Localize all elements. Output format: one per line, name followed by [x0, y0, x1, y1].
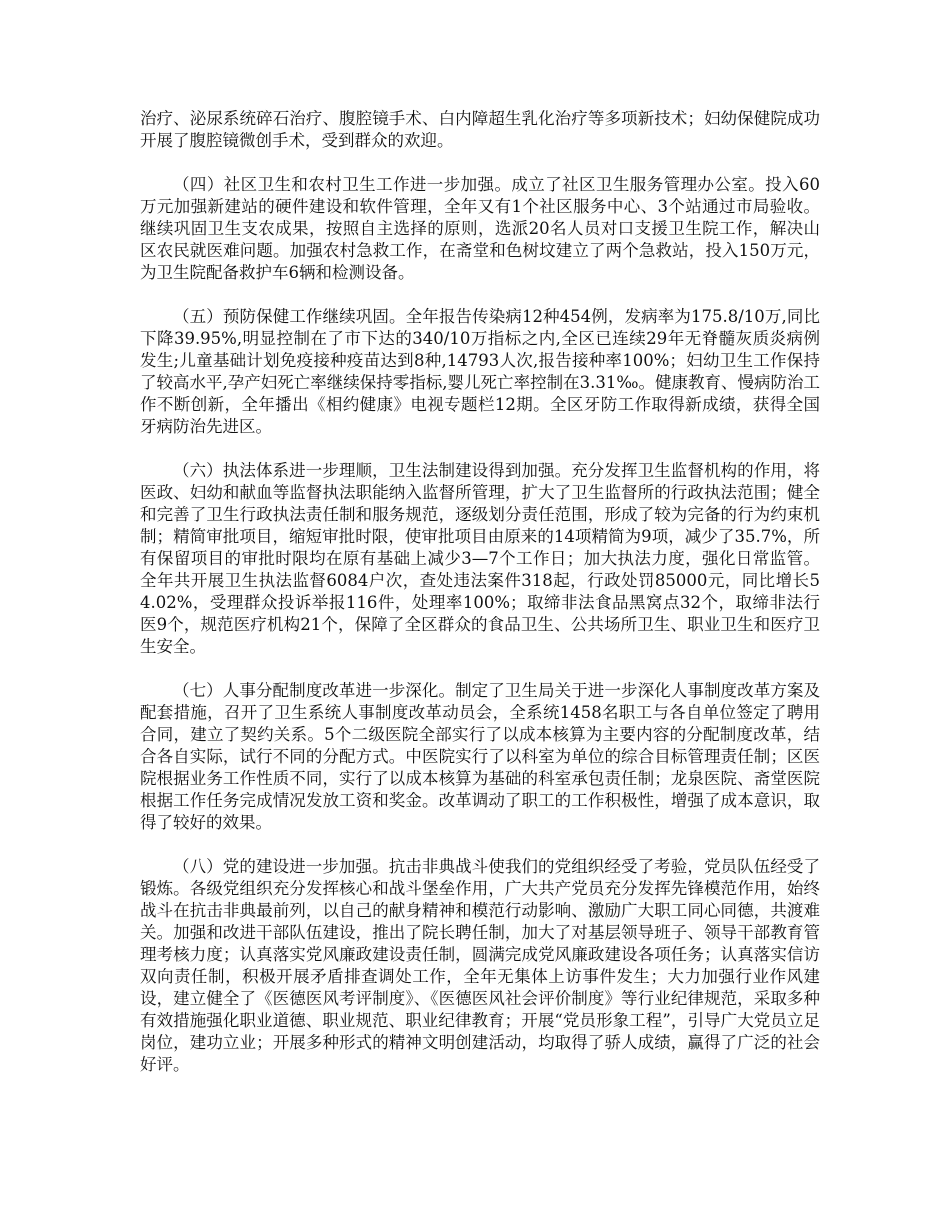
paragraph-continuation: 治疗、泌尿系统碎石治疗、腹腔镜手术、白内障超生乳化治疗等多项新技术；妇幼保健院成功开展了腹腔镜微创手术，受到群众的欢迎。	[140, 109, 820, 150]
paragraph-community-health: （四）社区卫生和农村卫生工作进一步加强。成立了社区卫生服务管理办公室。投入60万元加强新建站的硬件建设和软件管理，全年又有1个社区服务中心、3个站通过市局验收。继续巩固卫生支农成果，按照自主选择的原则，选派20名人员对口支援卫生院工作，解决山区农民就医难问题。加强农村急救工作，在斋堂和色树坟建立了两个急救站，投入150万元，为卫生院配备救护车6辆和检测设备。	[140, 175, 820, 282]
paragraph-personnel-reform: （七）人事分配制度改革进一步深化。制定了卫生局关于进一步深化人事制度改革方案及配套措施，召开了卫生系统人事制度改革动员会，全系统1458名职工与各自单位签定了聘用合同，建立了契约关系。5个二级医院全部实行了以成本核算为主要内容的分配制度改革，结合各自实际，试行不同的分配方式。中医院实行了以科室为单位的综合目标管理责任制；区医院根据业务工作性质不同，实行了以成本核算为基础的科室承包责任制；龙泉医院、斋堂医院根据工作任务完成情况发放工资和奖金。改革调动了职工的工作积极性，增强了成本意识，取得了较好的效果。	[140, 681, 820, 832]
paragraph-law-enforcement: （六）执法体系进一步理顺，卫生法制建设得到加强。充分发挥卫生监督机构的作用，将医政、妇幼和献血等监督执法职能纳入监督所管理，扩大了卫生监督所的行政执法范围；健全和完善了卫生行政执法责任制和服务规范，逐级划分责任范围，形成了较为完备的行为约束机制；精简审批项目，缩短审批时限，使审批项目由原来的14项精简为9项，减少了35.7%，所有保留项目的审批时限均在原有基础上减少3—7个工作日；加大执法力度，强化日常监管。全年共开展卫生执法监督6084户次，查处违法案件318起，行政处罚85000元，同比增长54.02%，受理群众投诉举报116件，处理率100%；取缔非法食品黑窝点32个，取缔非法行医9个，规范医疗机构21个，保障了全区群众的食品卫生、公共场所卫生、职业卫生和医疗卫生安全。	[140, 461, 820, 656]
paragraph-party-building: （八）党的建设进一步加强。抗击非典战斗使我们的党组织经受了考验，党员队伍经受了锻炼。各级党组织充分发挥核心和战斗堡垒作用，广大共产党员充分发挥先锋模范作用，始终战斗在抗击非典最前列，以自己的献身精神和模范行动影响、激励广大职工同心同德，共渡难关。加强和改进干部队伍建设，推出了院长聘任制，加大了对基层领导班子、领导干部教育管理考核力度；认真落实党风廉政建设责任制，圆满完成党风廉政建设各项任务；认真落实信访双向责任制，积极开展矛盾排查调处工作，全年无集体上访事件发生；大力加强行业作风建设，建立健全了《医德医风考评制度》、《医德医风社会评价制度》等行业纪律规范，采取多种有效措施强化职业道德、职业规范、职业纪律教育；开展“党员形象工程”，引导广大党员立足岗位，建功立业；开展多种形式的精神文明创建活动，均取得了骄人成绩，赢得了广泛的社会好评。	[140, 857, 820, 1074]
document-page	[140, 108, 820, 1098]
paragraph-prevention: （五）预防保健工作继续巩固。全年报告传染病12种454例，发病率为175.8/10万,同比下降39.95%,明显控制在了市下达的340/10万指标之内,全区已连续29年无脊髓灰质炎病例发生;儿童基础计划免疫接种疫苗达到8种,14793人次,报告接种率100%；妇幼卫生工作保持了较高水平,孕产妇死亡率继续保持零指标,婴儿死亡率控制在3.31‰。健康教育、慢病防治工作不断创新，全年播出《相约健康》电视专题栏12期。全区牙防工作取得新成绩，获得全国牙病防治先进区。	[140, 307, 820, 436]
